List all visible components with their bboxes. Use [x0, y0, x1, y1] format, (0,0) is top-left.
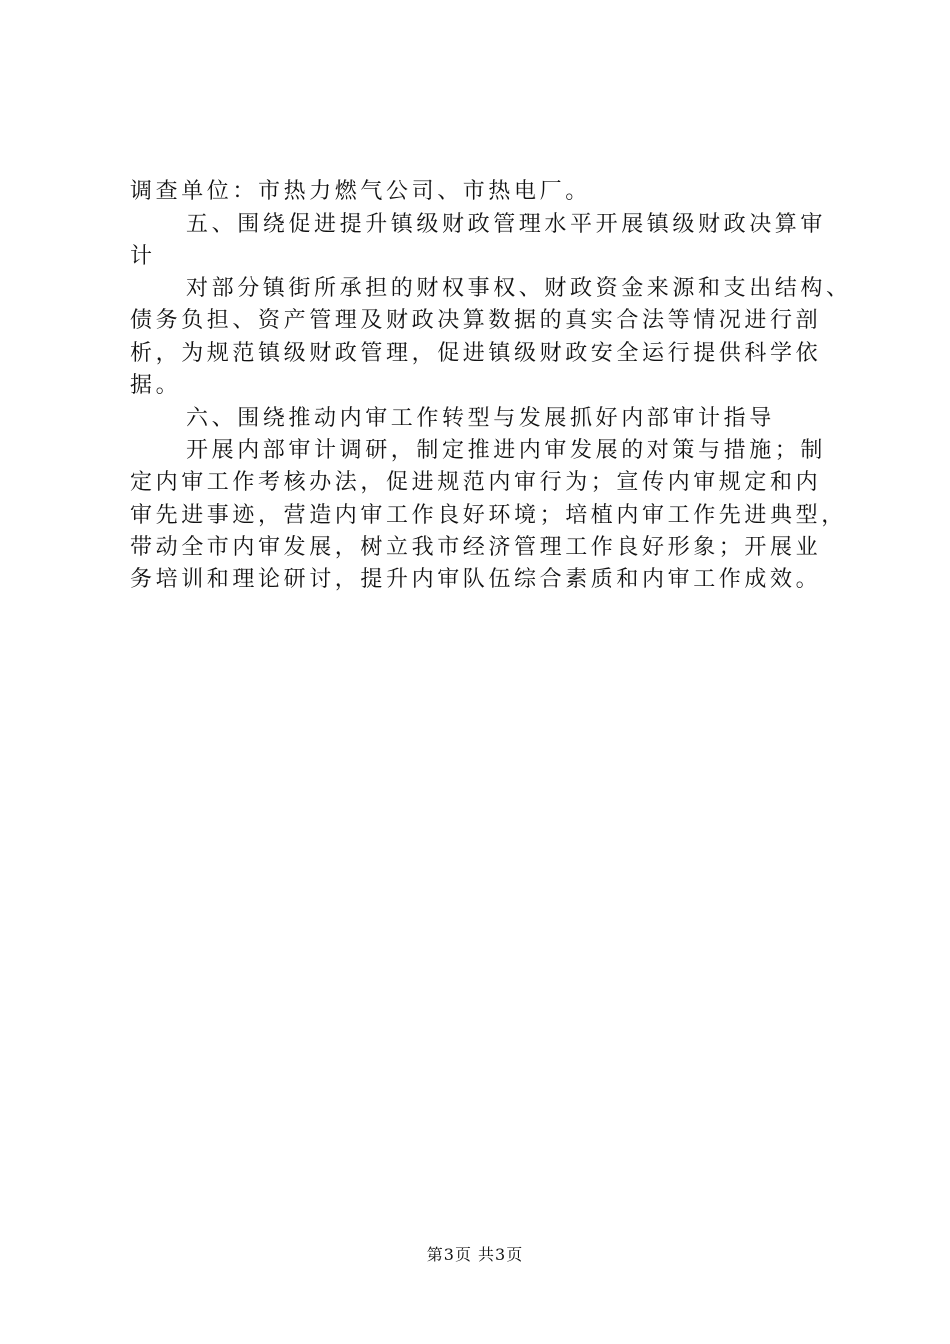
paragraph-line: 审先进事迹，营造内审工作良好环境；培植内审工作先进典型， — [130, 503, 847, 528]
paragraph-line: 债务负担、资产管理及财政决算数据的真实合法等情况进行剖 — [130, 308, 822, 333]
section-heading-5-continued: 计 — [130, 244, 156, 269]
text-line: 调查单位：市热力燃气公司、市热电厂。 — [130, 179, 591, 204]
paragraph-line: 开展内部审计调研，制定推进内审发展的对策与措施；制 — [186, 438, 827, 463]
page-footer: 第3页 共3页 — [426, 1245, 524, 1264]
paragraph-line: 定内审工作考核办法，促进规范内审行为；宣传内审规定和内 — [130, 470, 822, 495]
paragraph-line: 对部分镇街所承担的财权事权、财政资金来源和支出结构、 — [186, 276, 852, 301]
paragraph-line: 务培训和理论研讨，提升内审队伍综合素质和内审工作成效。 — [130, 567, 822, 592]
section-heading-5: 五、围绕促进提升镇级财政管理水平开展镇级财政决算审 — [186, 212, 827, 237]
section-heading-6: 六、围绕推动内审工作转型与发展抓好内部审计指导 — [186, 406, 775, 431]
paragraph-line: 带动全市内审发展，树立我市经济管理工作良好形象；开展业 — [130, 535, 822, 560]
paragraph-line: 析，为规范镇级财政管理，促进镇级财政安全运行提供科学依 — [130, 341, 822, 366]
paragraph-line: 据。 — [130, 373, 182, 398]
